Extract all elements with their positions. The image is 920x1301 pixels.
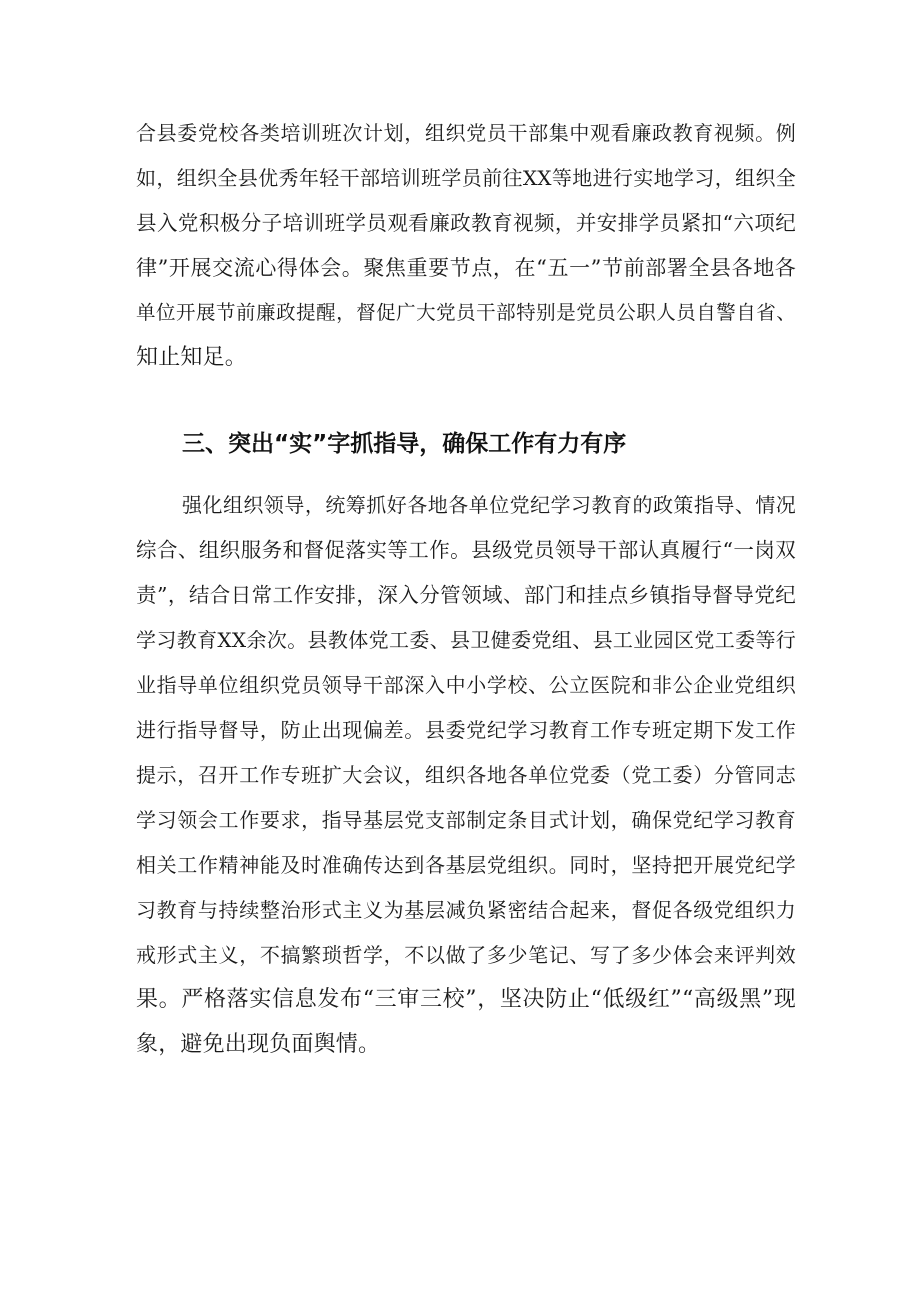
paragraph-2-line-1: 强化组织领导，统筹抓好各地各单位党纪学习教育的政策指导、情况 [182,493,796,517]
paragraph-2-line-5: 业指导单位组织党员领导干部深入中小学校、公立医院和非公企业党组织 [136,673,796,697]
paragraph-1-line-6: 知止知足。 [136,345,248,370]
paragraph-2-line-13: 象，避免出现负面舆情。 [136,1032,381,1057]
paragraph-2-line-6: 进行指导督导，防止出现偏差。县委党纪学习教育工作专班定期下发工作 [136,718,796,742]
paragraph-1-line-5: 单位开展节前廉政提醒，督促广大党员干部特别是党员公职人员自警自省、 [136,301,796,324]
paragraph-2-line-4: 学习教育XX余次。县教体党工委、县卫健委党组、县工业园区党工委等行 [136,628,796,652]
paragraph-2-line-8: 学习领会工作要求，指导基层党支部制定条目式计划，确保党纪学习教育 [136,808,796,832]
paragraph-2-line-10: 习教育与持续整治形式主义为基层减负紧密结合起来，督促各级党组织力 [136,898,796,922]
paragraph-1-line-3: 县入党积极分子培训班学员观看廉政教育视频，并安排学员紧扣“六项纪 [136,211,796,235]
paragraph-2-line-11: 戒形式主义，不搞繁琐哲学，不以做了多少笔记、写了多少体会来评判效 [136,943,796,967]
paragraph-2-line-3: 责”，结合日常工作安排，深入分管领域、部门和挂点乡镇指导督导党纪 [136,583,796,607]
paragraph-2-line-7: 提示，召开工作专班扩大会议，组织各地各单位党委（党工委）分管同志 [136,763,796,787]
paragraph-2-line-2: 综合、组织服务和督促落实等工作。县级党员领导干部认真履行“一岗双 [136,538,796,562]
paragraph-1-line-4: 律”开展交流心得体会。聚焦重要节点，在“五一”节前部署全县各地各 [136,256,796,280]
paragraph-2-line-9: 相关工作精神能及时准确传达到各基层党组织。同时，坚持把开展党纪学 [136,853,796,877]
paragraph-1-line-2: 如，组织全县优秀年轻干部培训班学员前往XX等地进行实地学习，组织全 [136,166,796,190]
paragraph-2-line-12: 果。严格落实信息发布“三审三校”，坚决防止“低级红”“高级黑”现 [136,987,796,1012]
section-heading: 三、突出“实”字抓指导，确保工作有力有序 [182,431,627,457]
paragraph-1-line-1: 合县委党校各类培训班次计划，组织党员干部集中观看廉政教育视频。例 [136,121,796,145]
